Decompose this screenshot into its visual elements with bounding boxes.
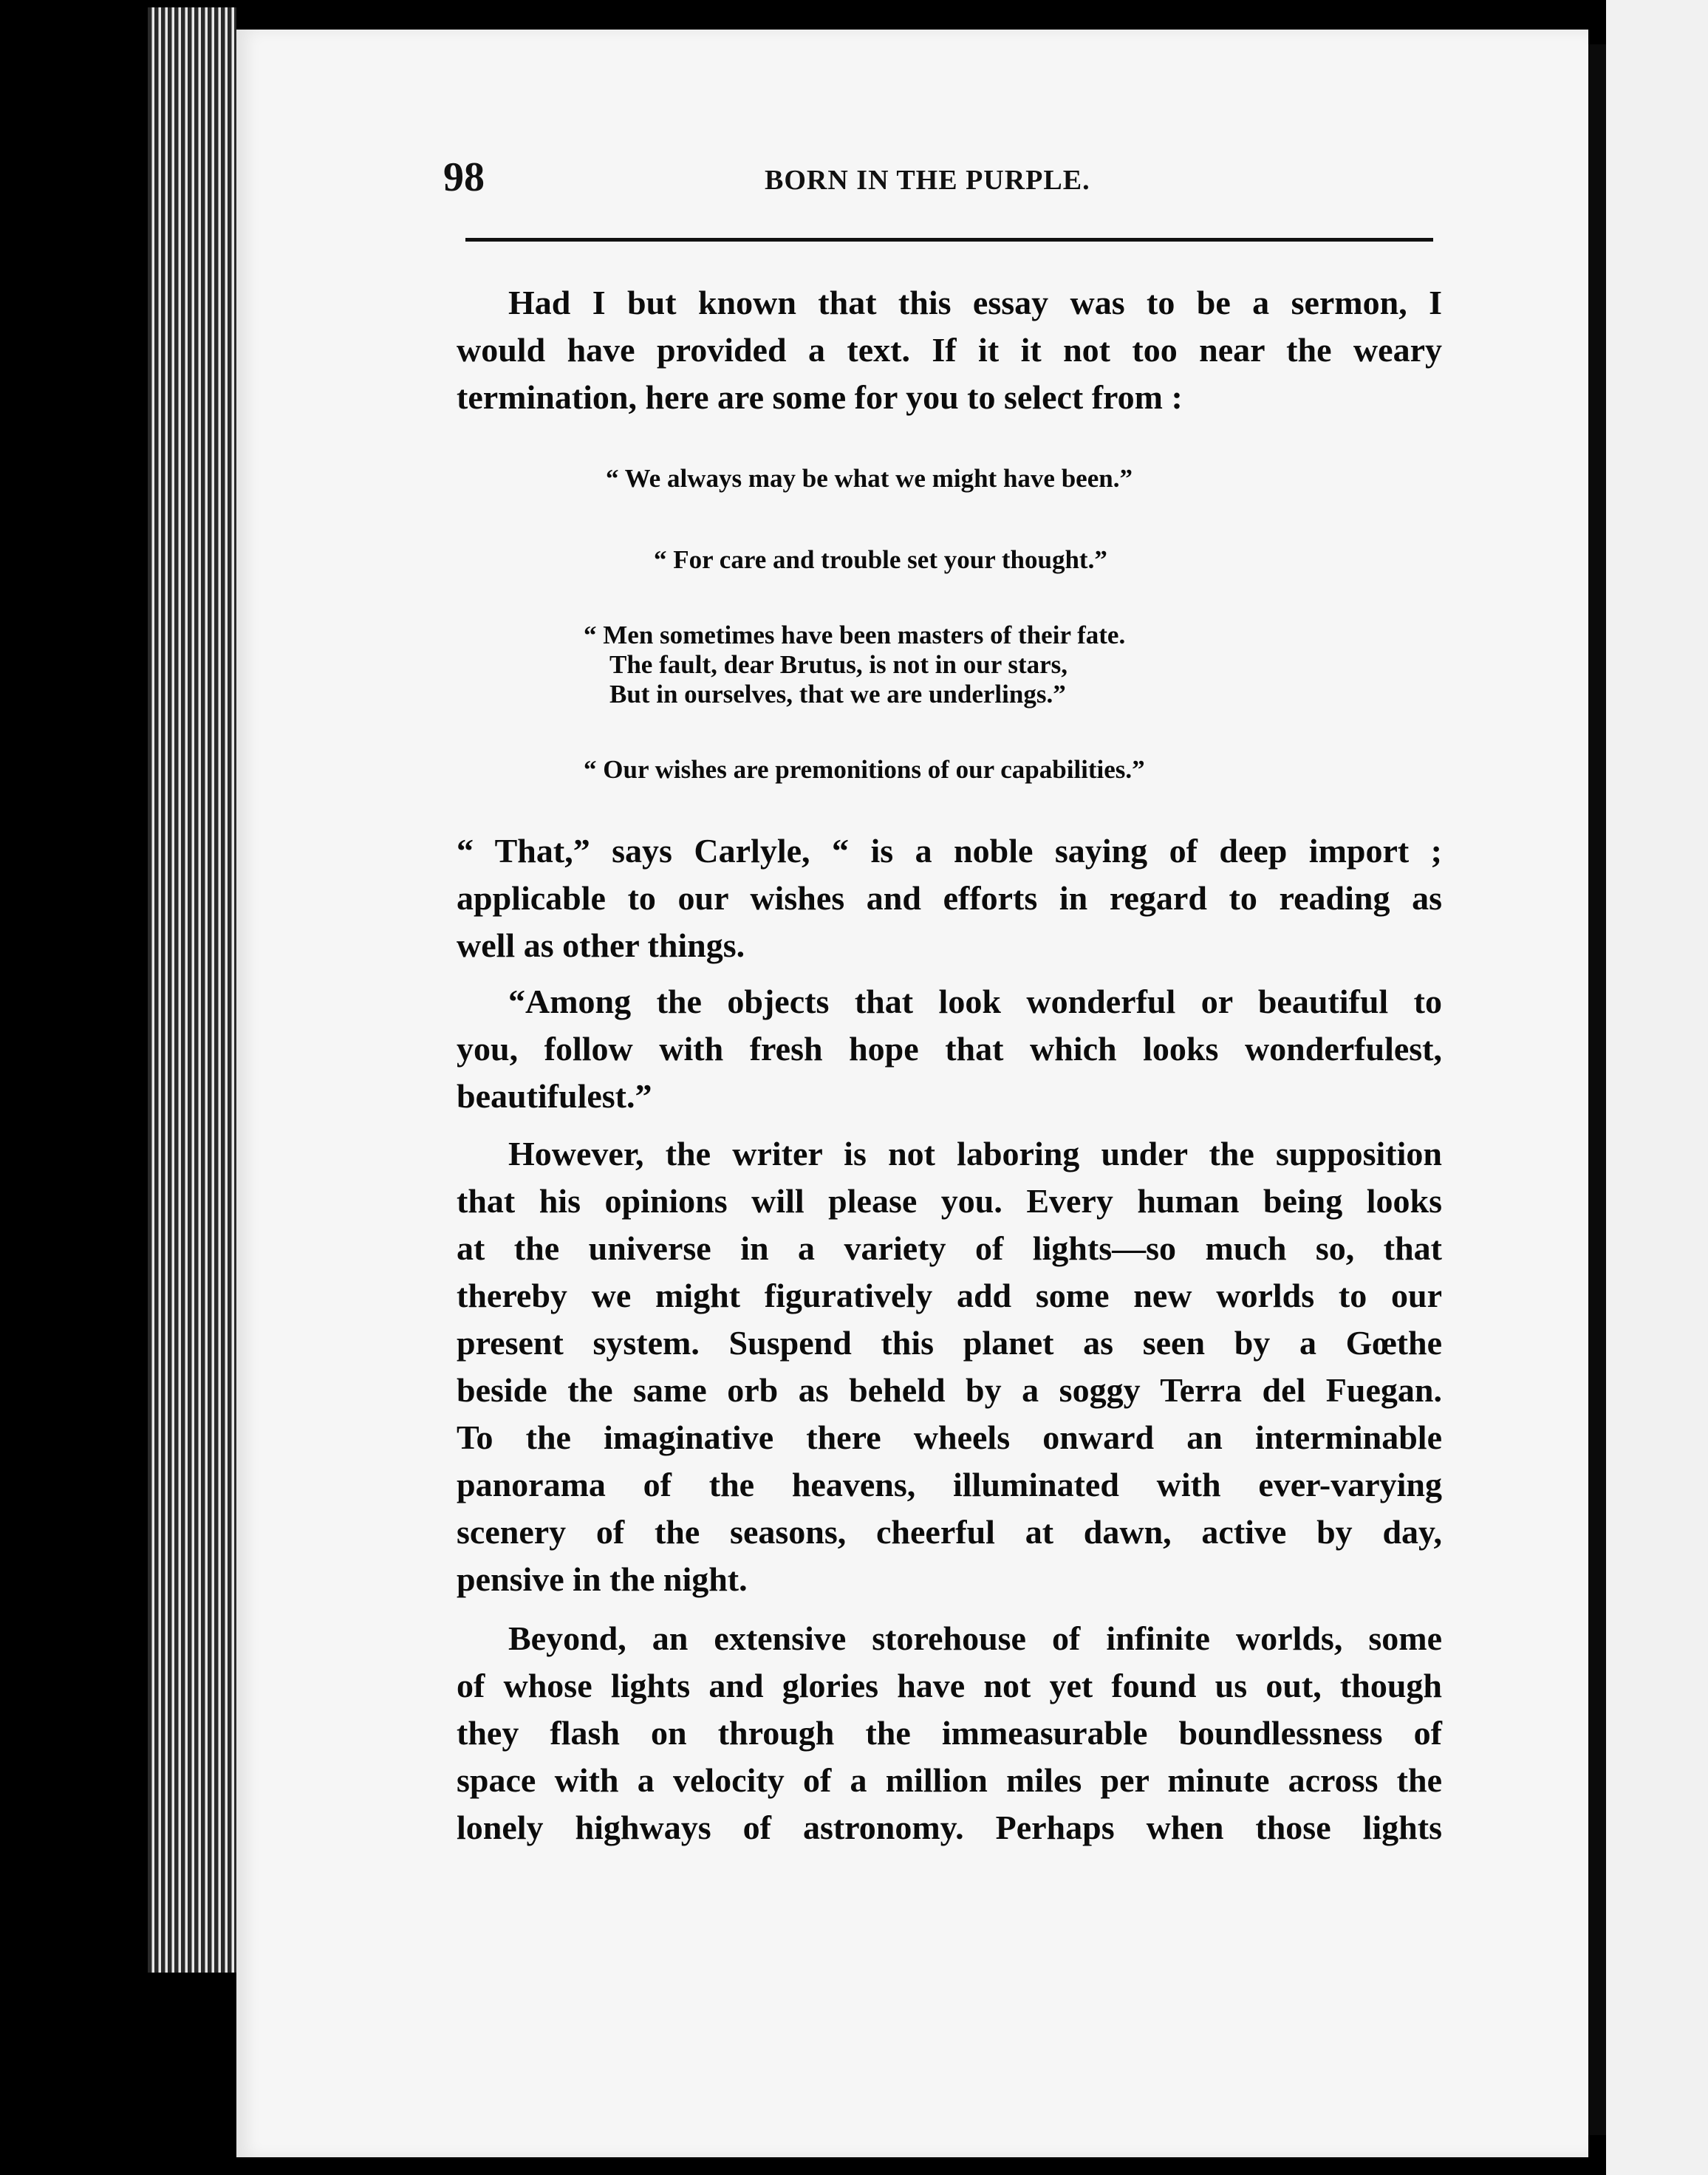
book-spine-edge xyxy=(155,185,192,1736)
quote-line: “ Our wishes are premonitions of our capabilities.” xyxy=(584,755,1145,784)
paragraph-1 xyxy=(457,279,1442,421)
text-line: of whose lights and glories have not yet found us out, though xyxy=(457,1667,1442,1704)
text-line: beside the same orb as beheld by a soggy Terra del Fuegan. xyxy=(457,1371,1442,1409)
text-line: thereby we might figuratively add some new worlds to our xyxy=(457,1277,1442,1314)
text-line: termination, here are some for you to select from : xyxy=(457,378,1183,416)
text-line: “ That,” says Carlyle, “ is a noble saying of deep import ; xyxy=(457,832,1442,870)
paragraph-4 xyxy=(457,1130,1442,1603)
text-line: present system. Suspend this planet as seen by a Gœthe xyxy=(457,1324,1442,1362)
text-line: panorama of the heavens, illuminated with ever-varying xyxy=(457,1466,1442,1503)
quote-line: The fault, dear Brutus, is not in our stars, xyxy=(609,650,1068,679)
text-line: beautifulest.” xyxy=(457,1077,652,1115)
text-line: pensive in the night. xyxy=(457,1560,748,1598)
quote-line: But in ourselves, that we are underlings.” xyxy=(609,680,1066,709)
text-line: at the universe in a variety of lights—so much so, that xyxy=(457,1229,1442,1267)
page-number: 98 xyxy=(443,154,485,200)
text-line: scenery of the seasons, cheerful at dawn, active by day, xyxy=(457,1513,1442,1551)
quote-line: “ Men sometimes have been masters of their fate. xyxy=(584,621,1126,649)
text-line: lonely highways of astronomy. Perhaps when those lights xyxy=(457,1809,1442,1846)
text-line: However, the writer is not laboring under the supposition xyxy=(508,1135,1442,1172)
text-line: would have provided a text. If it it not too near the weary xyxy=(457,331,1442,369)
paragraph-2 xyxy=(457,827,1442,969)
text-line: “Among the objects that look wonderful or beautiful to xyxy=(508,983,1442,1020)
text-line: that his opinions will please you. Every human being looks xyxy=(457,1182,1442,1220)
quote-line: “ For care and trouble set your thought.” xyxy=(654,545,1107,574)
text-line: To the imaginative there wheels onward an interminable xyxy=(457,1418,1442,1456)
running-title: BORN IN THE PURPLE. xyxy=(765,165,1090,196)
text-line: they flash on through the immeasurable boundlessness of xyxy=(457,1714,1442,1752)
text-line: Beyond, an extensive storehouse of infinite worlds, some xyxy=(508,1619,1442,1657)
text-line: well as other things. xyxy=(457,926,745,964)
quote-line: “ We always may be what we might have been.” xyxy=(606,464,1133,493)
facing-page-edge xyxy=(1606,0,1708,2175)
text-line: space with a velocity of a million miles per minute across the xyxy=(457,1761,1442,1799)
text-line: applicable to our wishes and efforts in regard to reading as xyxy=(457,879,1442,917)
header-rule xyxy=(465,238,1433,242)
text-line: you, follow with fresh hope that which looks wonderfulest, xyxy=(457,1030,1442,1068)
paragraph-5 xyxy=(457,1615,1442,1851)
book-gutter xyxy=(1588,44,1606,2135)
paragraph-3 xyxy=(457,978,1442,1120)
text-line: Had I but known that this essay was to be a sermon, I xyxy=(508,284,1442,321)
